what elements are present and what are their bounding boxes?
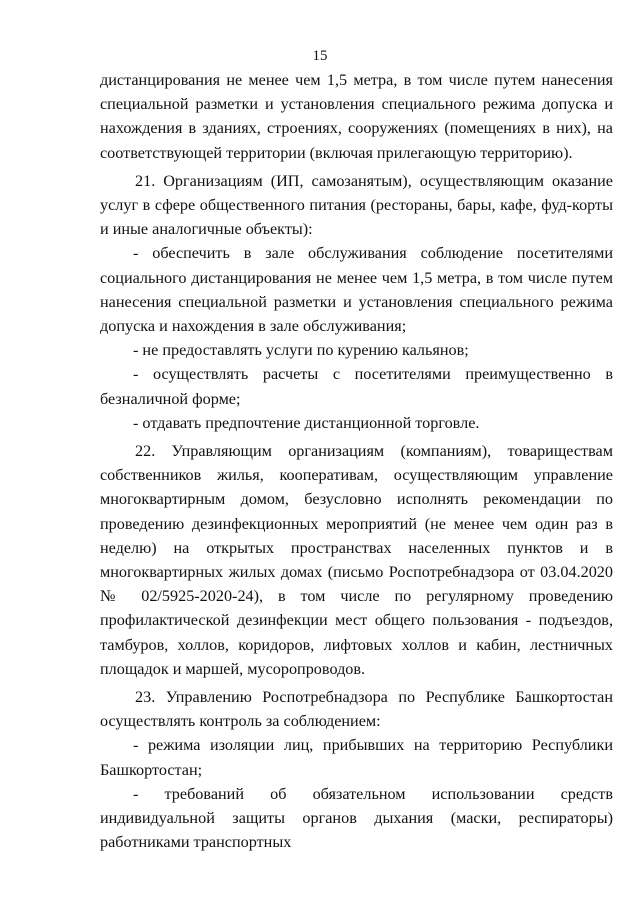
list-item-cashless: - осуществлять расчеты с посетителями преимущественно в безналичной форме;	[100, 365, 613, 408]
list-item-ppe: - требований об обязательном использовании средств индивидуальной защиты органов дыхания (маски, респираторы) работниками транспортных	[100, 784, 613, 852]
document-body	[100, 68, 613, 855]
page-number: 15	[312, 48, 328, 64]
paragraph-item-23: 23. Управлению Роспотребнадзора по Республике Башкортостан осуществлять контроль за соблюдением:	[100, 688, 613, 731]
list-item-hookah: - не предоставлять услуги по курению кальянов;	[133, 341, 469, 360]
list-item-isolation: - режима изоляции лиц, прибывших на территорию Республики Башкортостан;	[100, 736, 613, 779]
paragraph-continuation: дистанцирования не менее чем 1,5 метра, в том числе путем нанесения специальной разметки и установления специального режима допуска и нахождения в зданиях, строениях, сооружениях (помещениях в них), на соответствующей территории (включая прилегающую территорию).	[100, 71, 613, 162]
paragraph-item-22: 22. Управляющим организациям (компаниям), товариществам собственников жилья, кооперативам, осуществляющим управление многоквартирным домом, безусловно исполнять рекомендации по проведению дезинфекционных мероприятий (не менее чем один раз в неделю) на открытых пространствах населенных пунктов и в многоквартирных жилых домах (письмо Роспотребнадзора от 03.04.2020 № 02/5925-2020-24), в том числе по регулярному проведению профилактической дезинфекции мест общего пользования - подъездов, тамбуров, холлов, коридоров, лифтовых холлов и кабин, лестничных площадок и маршей, мусоропроводов.	[100, 442, 613, 678]
list-item-hall-distancing: - обеспечить в зале обслуживания соблюдение посетителями социального дистанцирования не менее чем 1,5 метра, в том числе путем нанесения специальной разметки и установления специального режима допуска и нахождения в зале обслуживания;	[100, 244, 613, 336]
list-item-remote-trade: - отдавать предпочтение дистанционной торговле.	[133, 413, 480, 432]
paragraph-item-21: 21. Организациям (ИП, самозанятым), осуществляющим оказание услуг в сфере общественного питания (рестораны, бары, кафе, фуд-корты и иные аналогичные объекты):	[100, 171, 613, 239]
